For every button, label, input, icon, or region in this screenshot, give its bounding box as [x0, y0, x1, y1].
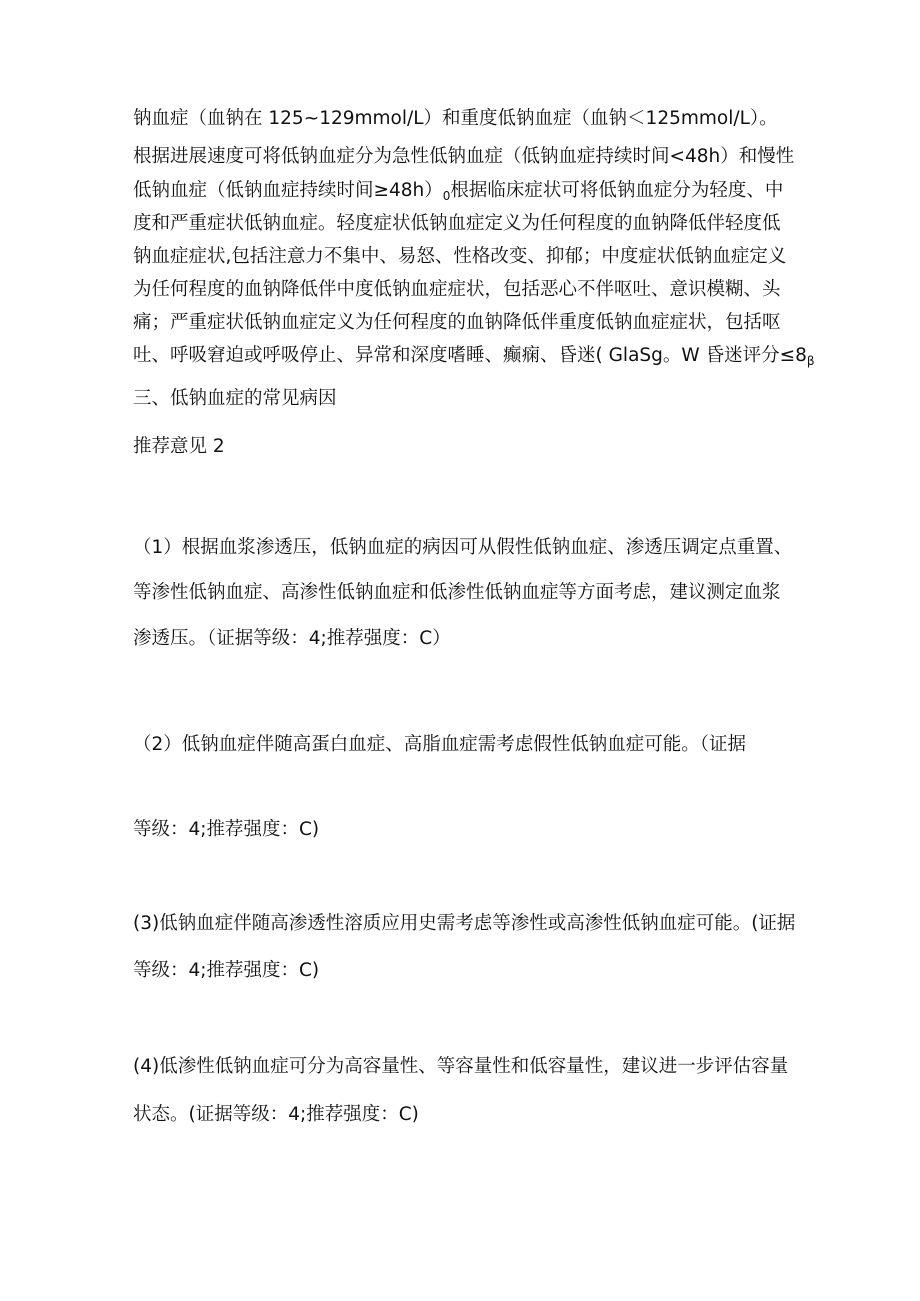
item-1-line: 渗透压。（证据等级：4;推荐强度：C） [133, 628, 451, 649]
item-2-line: 等级：4;推荐强度：C) [133, 819, 320, 840]
item-1-line: （1）根据血浆渗透压，低钠血症的病因可从假性低钠血症、渗透压调定点重置、 [133, 537, 793, 558]
item-1-line: 等渗性低钠血症、高渗性低钠血症和低渗性低钠血症等方面考虑，建议测定血浆 [133, 582, 781, 603]
paragraph-line: 钠血症（血钠在 125~129mmol/L）和重度低钠血症（血钠＜125mmol/L）。 [133, 108, 778, 129]
section-heading: 三、低钠血症的常见病因 [133, 388, 337, 409]
paragraph-line [133, 343, 815, 374]
item-4-line: (4)低渗性低钠血症可分为高容量性、等容量性和低容量性，建议进一步评估容量 [133, 1056, 789, 1077]
paragraph-line: 根据进展速度可将低钠血症分为急性低钠血症（低钠血症持续时间<48h）和慢性 [133, 146, 795, 167]
paragraph-line: 为任何程度的血钠降低伴中度低钠血症症状，包括恶心不伴呕吐、意识模糊、头 [133, 279, 781, 300]
paragraph-line-part: 根据临床症状可将低钠血症分为轻度、中 [450, 180, 784, 201]
paragraph-line-part: 吐、呼吸窘迫或呼吸停止、异常和深度嗜睡、癫痫、昏迷( GlaSg。W 昏迷评分≤8 [133, 345, 807, 366]
paragraph-line-part: 低钠血症（低钠血症持续时间≥48h） [133, 180, 443, 201]
paragraph-line: 痛；严重症状低钠血症定义为任何程度的血钠降低伴重度低钠血症症状，包括呕 [133, 312, 781, 333]
subscript-mark: 0 [442, 189, 451, 203]
item-2-line: （2）低钠血症伴随高蛋白血症、高脂血症需考虑假性低钠血症可能。（证据 [133, 734, 747, 755]
recommendation-title: 推荐意见 2 [133, 436, 225, 457]
item-3-line: (3)低钠血症伴随高渗透性溶质应用史需考虑等渗性或高渗性低钠血症可能。(证据 [133, 913, 796, 934]
item-3-line: 等级：4;推荐强度：C) [133, 960, 320, 981]
paragraph-line [133, 178, 803, 209]
subscript-mark: β [806, 354, 815, 368]
paragraph-line: 钠血症症状,包括注意力不集中、易怒、性格改变、抑郁；中度症状低钠血症定义 [133, 246, 787, 267]
paragraph-line: 度和严重症状低钠血症。轻度症状低钠血症定义为任何程度的血钠降低伴轻度低 [133, 213, 781, 234]
item-4-line: 状态。(证据等级：4;推荐强度：C) [133, 1104, 419, 1125]
